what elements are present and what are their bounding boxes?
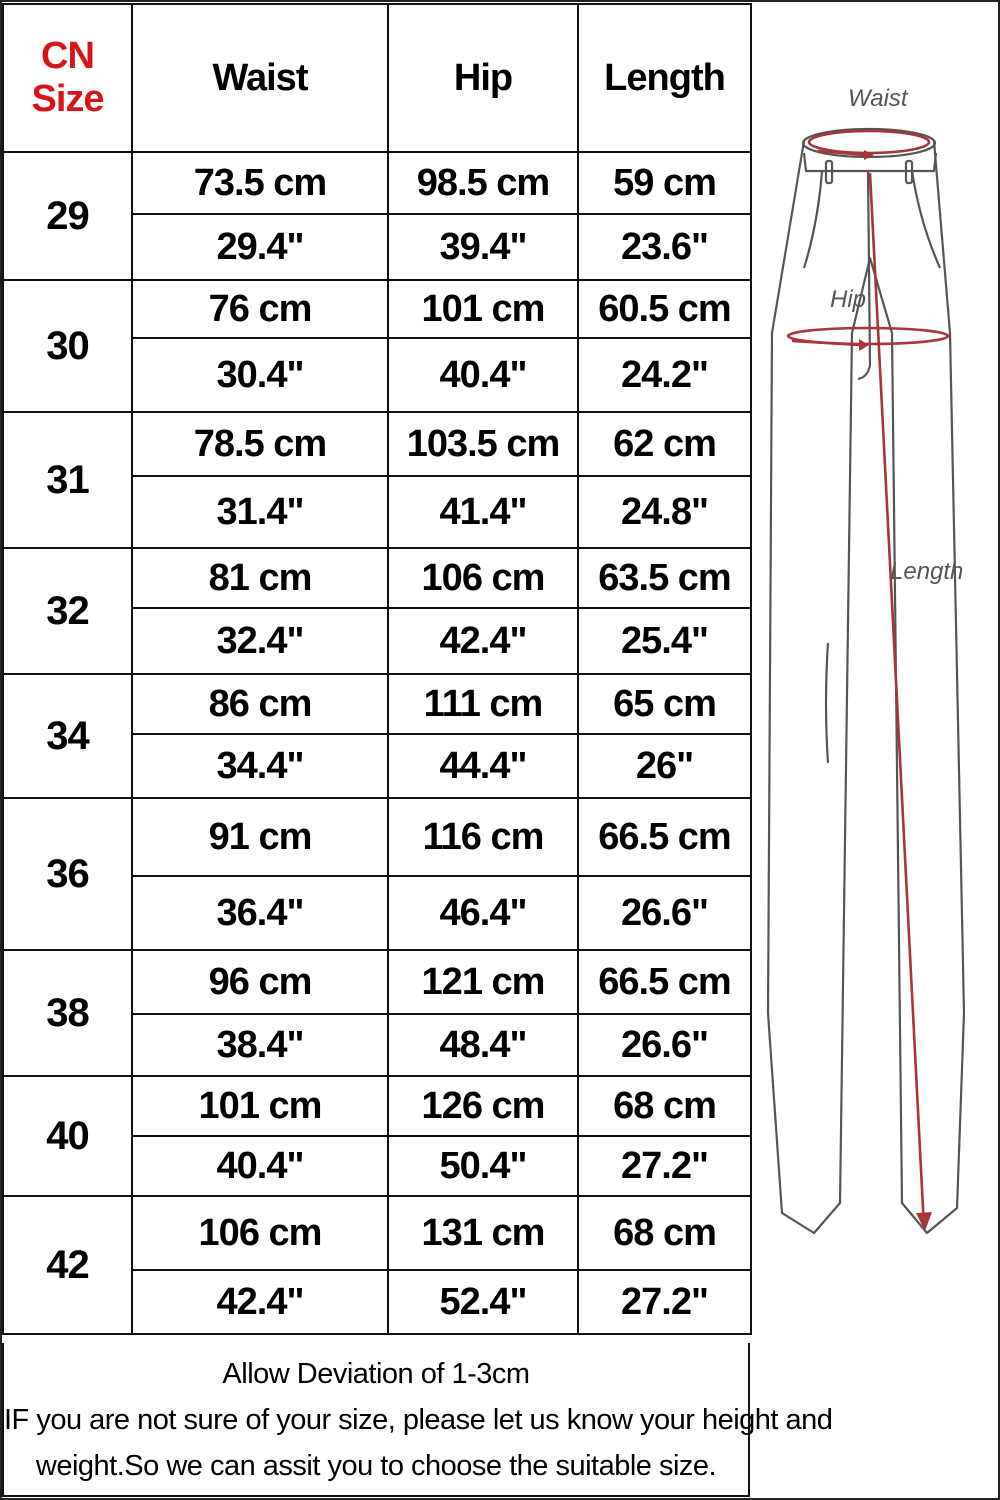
table-row (3, 1076, 751, 1136)
waist-cm-cell: 81 cm (132, 548, 388, 608)
waist-inch-cell: 30.4" (132, 338, 388, 412)
size-notes (2, 1343, 833, 1497)
waist-cm-cell: 78.5 cm (132, 412, 388, 476)
hip-cm-cell: 131 cm (388, 1196, 578, 1270)
hip-inch-cell: 40.4" (388, 338, 578, 412)
waist-cm-cell: 96 cm (132, 950, 388, 1014)
size-cell: 31 (3, 412, 132, 548)
hip-inch-cell: 44.4" (388, 734, 578, 798)
length-inch-cell: 24.2" (578, 338, 751, 412)
length-inch-cell: 27.2" (578, 1136, 751, 1196)
hip-inch-cell: 41.4" (388, 476, 578, 548)
table-row (3, 280, 751, 338)
hip-inch-cell: 46.4" (388, 876, 578, 950)
waist-cm-cell: 91 cm (132, 798, 388, 876)
length-inch-cell: 26.6" (578, 1014, 751, 1076)
hip-cm-cell: 116 cm (388, 798, 578, 876)
table-row (3, 152, 751, 214)
size-cell: 40 (3, 1076, 132, 1196)
length-inch-cell: 25.4" (578, 608, 751, 674)
length-cm-cell: 60.5 cm (578, 280, 751, 338)
waist-inch-cell: 31.4" (132, 476, 388, 548)
waist-inch-cell: 42.4" (132, 1270, 388, 1334)
size-cell: 38 (3, 950, 132, 1076)
hip-cm-cell: 98.5 cm (388, 152, 578, 214)
pants-measurement-icon (752, 3, 998, 1497)
waist-cm-cell: 73.5 cm (132, 152, 388, 214)
waist-cm-cell: 86 cm (132, 674, 388, 734)
length-label: Length (890, 558, 964, 585)
size-cell: 32 (3, 548, 132, 674)
size-table (2, 3, 752, 1335)
note-size-help: IF you are not sure of your size, please let us know your height and (4, 1404, 833, 1436)
hip-inch-cell: 50.4" (388, 1136, 578, 1196)
size-cell: 34 (3, 674, 132, 798)
size-cell: 36 (3, 798, 132, 950)
table-row (3, 1196, 751, 1270)
length-cm-cell: 66.5 cm (578, 798, 751, 876)
length-cm-cell: 66.5 cm (578, 950, 751, 1014)
table-body (3, 152, 751, 1334)
table-row (3, 412, 751, 476)
size-cell: 42 (3, 1196, 132, 1334)
hip-inch-cell: 42.4" (388, 608, 578, 674)
waist-inch-cell: 40.4" (132, 1136, 388, 1196)
waist-label: Waist (848, 85, 908, 112)
hip-inch-cell: 52.4" (388, 1270, 578, 1334)
table-row (3, 548, 751, 608)
length-cm-cell: 68 cm (578, 1076, 751, 1136)
hip-inch-cell: 48.4" (388, 1014, 578, 1076)
size-cell: 29 (3, 152, 132, 280)
length-inch-cell: 24.8" (578, 476, 751, 548)
hip-label: Hip (830, 286, 867, 313)
waist-cm-cell: 76 cm (132, 280, 388, 338)
waist-inch-cell: 29.4" (132, 214, 388, 280)
hip-cm-cell: 111 cm (388, 674, 578, 734)
length-inch-cell: 26.6" (578, 876, 751, 950)
length-inch-cell: 27.2" (578, 1270, 751, 1334)
size-cell: 30 (3, 280, 132, 412)
hip-inch-cell: 39.4" (388, 214, 578, 280)
waist-cm-cell: 106 cm (132, 1196, 388, 1270)
length-inch-cell: 26" (578, 734, 751, 798)
table-row (3, 674, 751, 734)
table-row (3, 950, 751, 1014)
waist-inch-cell: 36.4" (132, 876, 388, 950)
hip-cm-cell: 106 cm (388, 548, 578, 608)
length-cm-cell: 62 cm (578, 412, 751, 476)
note-deviation: Allow Deviation of 1-3cm (222, 1358, 530, 1390)
header-row (3, 4, 751, 152)
waist-inch-cell: 38.4" (132, 1014, 388, 1076)
waist-cm-cell: 101 cm (132, 1076, 388, 1136)
header-cn-size: CN Size (3, 4, 132, 152)
hip-cm-cell: 101 cm (388, 280, 578, 338)
hip-cm-cell: 126 cm (388, 1076, 578, 1136)
length-inch-cell: 23.6" (578, 214, 751, 280)
header-length: Length (578, 4, 751, 152)
note-size-help-continued: weight.So we can assit you to choose the suitable size. (35, 1450, 717, 1482)
hip-cm-cell: 103.5 cm (388, 412, 578, 476)
header-waist: Waist (132, 4, 388, 152)
length-cm-cell: 63.5 cm (578, 548, 751, 608)
waist-inch-cell: 32.4" (132, 608, 388, 674)
header-hip: Hip (388, 4, 578, 152)
hip-cm-cell: 121 cm (388, 950, 578, 1014)
length-cm-cell: 68 cm (578, 1196, 751, 1270)
length-cm-cell: 59 cm (578, 152, 751, 214)
table-row (3, 798, 751, 876)
waist-inch-cell: 34.4" (132, 734, 388, 798)
length-cm-cell: 65 cm (578, 674, 751, 734)
